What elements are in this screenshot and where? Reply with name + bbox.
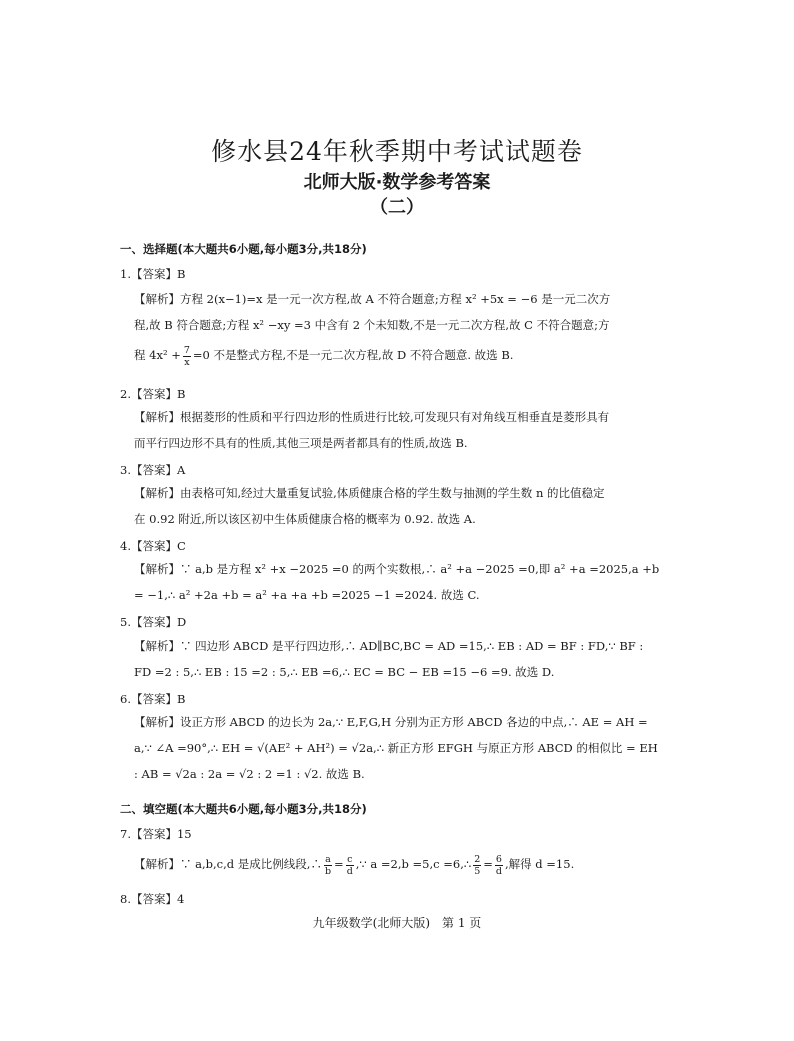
q6-line-3: : AB = √2a : 2a = √2 : 2 =1 : √2. 故选 B. xyxy=(134,767,365,781)
q7-fraction-2-num: c xyxy=(347,853,353,865)
q7-fraction-1-den: b xyxy=(324,865,332,877)
q7-fraction-3 xyxy=(473,854,481,877)
q7-fraction-1-num: a xyxy=(325,853,331,865)
q6-line-1: 【解析】设正方形 ABCD 的边长为 2a,∵ E,F,G,H 分别为正方形 ABCD 各边的中点,∴ AE = AH = xyxy=(134,715,648,729)
q7-fraction-3-den: 5 xyxy=(474,865,481,877)
q1-fraction xyxy=(183,345,191,368)
page-subtitle: 北师大版·数学参考答案 xyxy=(303,172,491,193)
q7-fraction-2-den: d xyxy=(346,865,353,877)
q7-fraction-1 xyxy=(324,854,332,877)
q5-line-1: 【解析】∵ 四边形 ABCD 是平行四边形,∴ AD∥BC,BC = AD =15,∴ EB : AD = BF : FD,∵ BF : xyxy=(134,639,644,653)
q7-line-1b: ,∵ a =2,b =5,c =6,∴ xyxy=(355,857,472,871)
q6-line-2: a,∵ ∠A =90°,∴ EH = √(AE² + AH²) = √2a,∴ 新正方形 EFGH 与原正方形 ABCD 的相似比 = EH xyxy=(134,741,658,755)
q1-line-3 xyxy=(134,338,664,372)
q1-line-3b: =0 不是整式方程,不是一元二次方程,故 D 不符合题意. 故选 B. xyxy=(192,348,514,362)
q2-line-1: 【解析】根据菱形的性质和平行四边形的性质进行比较,可发现只有对角线互相垂直是菱形具有 xyxy=(134,410,610,424)
q3-line-1: 【解析】由表格可知,经过大量重复试验,体质健康合格的学生数与抽测的学生数 n 的比值稳定 xyxy=(134,486,605,500)
q4-line-2: = −1,∴ a² +2a +b = a² +a +a +b =2025 −1 =2024. 故选 C. xyxy=(134,588,480,602)
q7-fraction-2 xyxy=(346,854,354,877)
q7-fraction-4-den: d xyxy=(495,865,502,877)
page-title: 修水县24年秋季期中考试试题卷 xyxy=(211,137,583,166)
q3-answer: 3.【答案】A xyxy=(120,463,186,477)
section-heading-fill: 二、填空题(本大题共6小题,每小题3分,共18分) xyxy=(120,802,367,816)
q1-line-1: 【解析】方程 2(x−1)=x 是一元一次方程,故 A 不符合题意;方程 x² +5x = −6 是一元二次方 xyxy=(134,292,611,306)
q7-equals-2: = xyxy=(483,857,493,871)
q1-fraction-num: 7 xyxy=(183,344,190,356)
q4-answer: 4.【答案】C xyxy=(120,539,186,553)
part-number: （二） xyxy=(370,197,424,218)
q7-line-1 xyxy=(134,847,664,881)
q7-line-1a: 【解析】∵ a,b,c,d 是成比例线段,∴ xyxy=(134,857,322,871)
page-footer: 九年级数学(北师大版) 第 1 页 xyxy=(312,916,482,930)
q7-answer: 7.【答案】15 xyxy=(120,827,192,841)
q1-line-2: 程,故 B 符合题意;方程 x² −xy =3 中含有 2 个未知数,不是一元二次方程,故 C 不符合题意;方 xyxy=(134,318,610,332)
q2-answer: 2.【答案】B xyxy=(120,387,186,401)
q7-fraction-4 xyxy=(495,854,503,877)
q7-explanation xyxy=(134,847,664,881)
q8-answer: 8.【答案】4 xyxy=(120,892,185,906)
q2-line-2: 而平行四边形不具有的性质,其他三项是两者都具有的性质,故选 B. xyxy=(134,436,468,450)
q1-explanation xyxy=(134,286,664,372)
q3-explanation xyxy=(134,480,664,532)
q5-answer: 5.【答案】D xyxy=(120,615,187,629)
section-heading-choice: 一、选择题(本大题共6小题,每小题3分,共18分) xyxy=(120,242,367,256)
q1-fraction-den: x xyxy=(184,356,190,368)
q5-explanation xyxy=(134,633,664,685)
q7-line-1c: ,解得 d =15. xyxy=(504,857,575,871)
q1-answer: 1.【答案】B xyxy=(120,267,186,281)
q6-answer: 6.【答案】B xyxy=(120,692,186,706)
q2-explanation xyxy=(134,404,664,456)
q4-explanation xyxy=(134,556,664,608)
q5-line-2: FD =2 : 5,∴ EB : 15 =2 : 5,∴ EB =6,∴ EC = BC − EB =15 −6 =9. 故选 D. xyxy=(134,665,555,679)
q6-explanation xyxy=(134,709,664,787)
q3-line-2: 在 0.92 附近,所以该区初中生体质健康合格的概率为 0.92. 故选 A. xyxy=(134,512,476,526)
q7-equals-1: = xyxy=(334,857,344,871)
q7-fraction-3-num: 2 xyxy=(474,853,481,865)
q4-line-1: 【解析】∵ a,b 是方程 x² +x −2025 =0 的两个实数根,∴ a² +a −2025 =0,即 a² +a =2025,a +b xyxy=(134,562,660,576)
q1-line-3a: 程 4x² + xyxy=(134,348,181,362)
q7-fraction-4-num: 6 xyxy=(495,853,502,865)
